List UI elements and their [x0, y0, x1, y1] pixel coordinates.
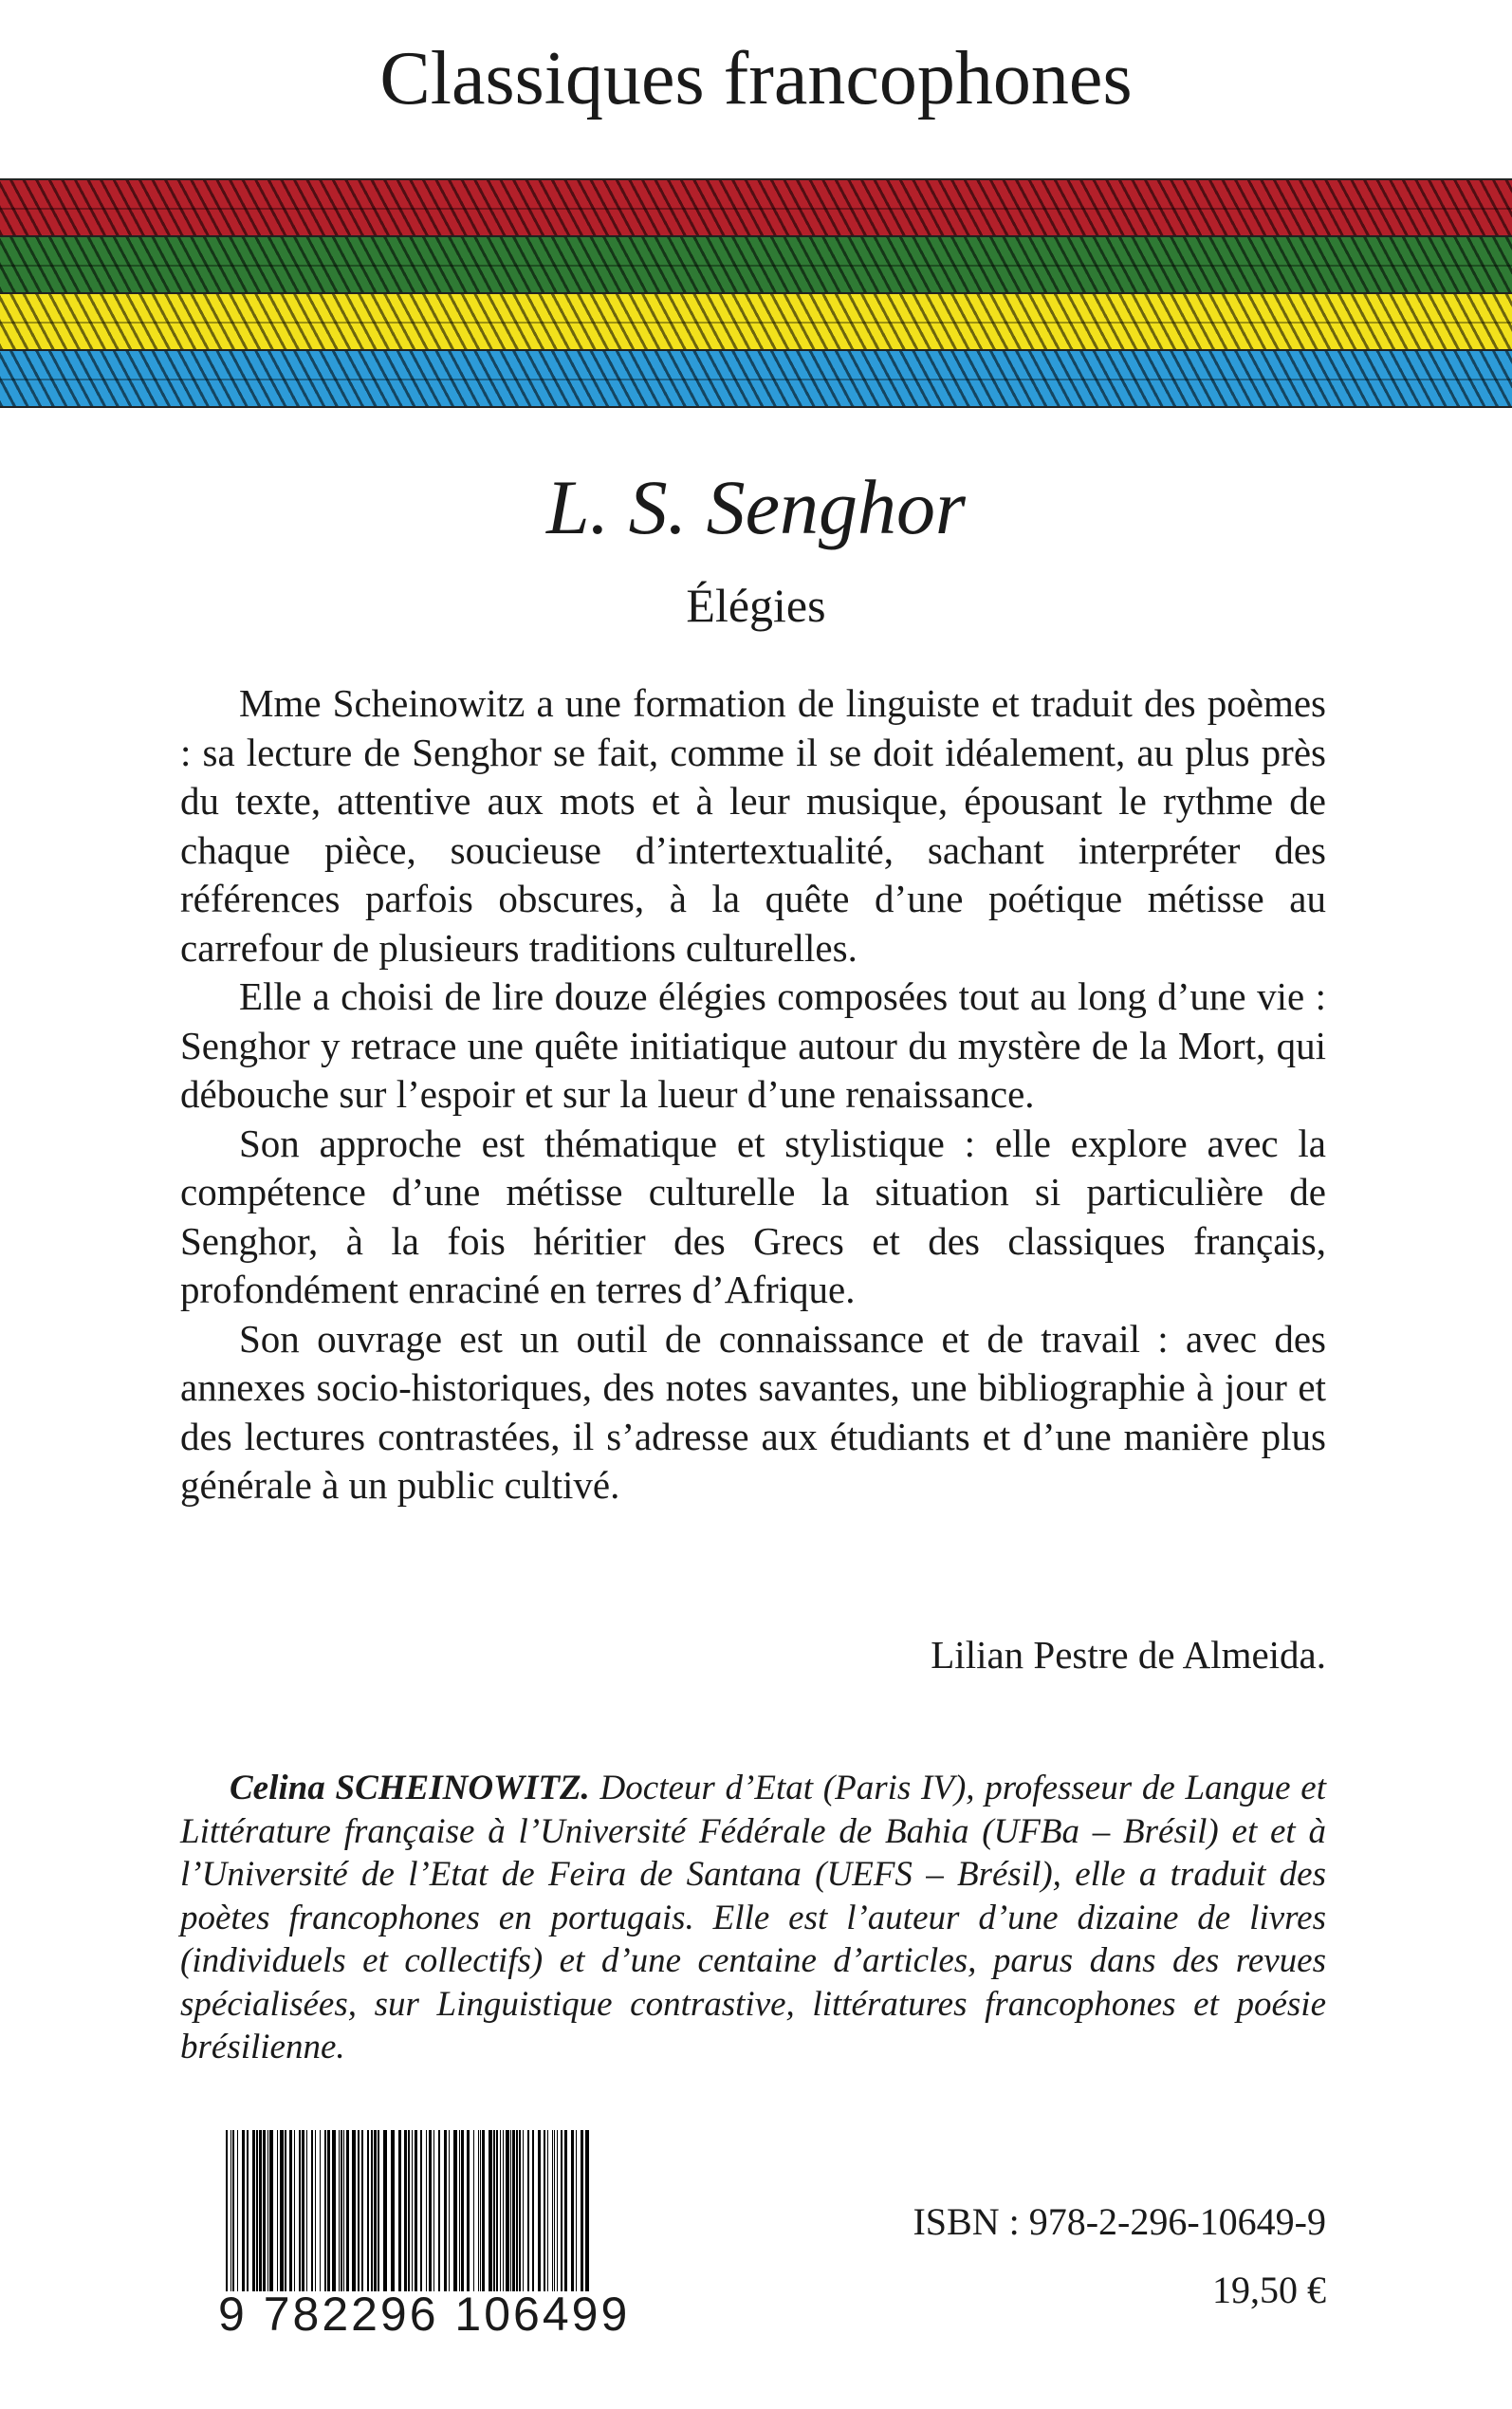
barcode-bar	[420, 2130, 422, 2291]
blurb	[180, 679, 1326, 1510]
barcode-bar	[315, 2130, 316, 2291]
barcode-bar	[256, 2130, 258, 2291]
author-bio-text: Docteur d’Etat (Paris IV), professeur de Langue et Littérature française à l’Université Fédérale de Bahia (UFBa – Brésil) et et à l’Université de l’Etat de Feira de Santana (UEFS – Brésil), elle a traduit des poètes francophones en portugais. Elle est l’auteur d’une dizaine de livres (individuels et collectifs) et d’une centaine d’articles, parus dans des revues spécialisées, sur Linguistique contrastive, littératures francophones et poésie brésilienne.	[180, 1769, 1326, 2066]
barcode-bar	[277, 2130, 278, 2291]
barcode	[218, 2130, 631, 2341]
series-title: Classiques francophones	[379, 37, 1133, 120]
barcode-bar	[503, 2130, 504, 2291]
barcode-bar	[259, 2130, 262, 2291]
barcode-bar	[571, 2130, 574, 2291]
barcode-bar	[306, 2130, 307, 2291]
barcode-bar	[302, 2130, 304, 2291]
barcode-bar	[506, 2130, 509, 2291]
barcode-bar	[404, 2130, 407, 2291]
barcode-bar	[438, 2130, 440, 2291]
barcode-bar	[324, 2130, 326, 2291]
barcode-bar	[480, 2130, 481, 2291]
barcode-bar	[453, 2130, 457, 2291]
stripe-green	[0, 235, 1512, 292]
barcode-bar	[552, 2130, 553, 2291]
barcode-bar	[467, 2130, 470, 2291]
barcode-bar	[449, 2130, 450, 2291]
barcode-bar	[311, 2130, 313, 2291]
barcode-bar	[585, 2130, 589, 2291]
book-title: Élégies	[686, 579, 826, 632]
barcode-bar	[371, 2130, 373, 2291]
barcode-bar	[398, 2130, 401, 2291]
author-bio-paragraph	[180, 1767, 1326, 2069]
price: 19,50 €	[1212, 2269, 1326, 2311]
barcode-bar	[444, 2130, 447, 2291]
barcode-bar	[280, 2130, 284, 2291]
barcode-bar	[391, 2130, 395, 2291]
barcode-bar	[557, 2130, 558, 2291]
barcode-bar	[226, 2130, 228, 2291]
barcode-bar	[478, 2130, 479, 2291]
blurb-paragraph: Son ouvrage est un outil de connaissance et de travail : avec des annexes socio-historiques, des notes savantes, une bibliographie à jour et des lectures contrastées, il s’adresse aux étudiants et d’une manière plus générale à un public cultivé.	[180, 1316, 1326, 1507]
barcode-bar	[289, 2130, 292, 2291]
barcode-bar	[496, 2130, 498, 2291]
stripe-yellow	[0, 292, 1512, 349]
blurb-paragraph: Mme Scheinowitz a une formation de linguiste et traduit des poèmes : sa lecture de Senghor se fait, comme il se doit idéalement, au plus près du texte, attentive aux mots et à leur musique, épousant le rythme de chaque pièce, soucieuse d’intertextualité, sachant interpréter des références parfois obscures, à la quête d’une poétique métisse au carrefour de plusieurs traditions culturelles.	[180, 681, 1326, 970]
barcode-bar	[358, 2130, 360, 2291]
author-bio-name: Celina SCHEINOWITZ.	[230, 1769, 590, 1807]
barcode-bar	[415, 2130, 417, 2291]
barcode-bar	[299, 2130, 301, 2291]
barcode-bar	[332, 2130, 336, 2291]
stripe-blue	[0, 349, 1512, 408]
barcode-bar	[510, 2130, 511, 2291]
barcode-bar	[374, 2130, 377, 2291]
barcode-bar	[547, 2130, 548, 2291]
author-bio	[180, 1767, 1326, 2069]
barcode-bar	[343, 2130, 344, 2291]
barcode-icon	[224, 2130, 592, 2291]
barcode-bar	[294, 2130, 295, 2291]
barcode-digits: 9 782296 106499	[218, 2288, 631, 2341]
barcode-bar	[527, 2130, 529, 2291]
barcode-bar	[473, 2130, 474, 2291]
barcode-bar	[320, 2130, 321, 2291]
barcode-bar	[519, 2130, 521, 2291]
barcode-bar	[339, 2130, 340, 2291]
barcode-bar	[252, 2130, 255, 2291]
barcode-bar	[383, 2130, 387, 2291]
barcode-bar	[367, 2130, 369, 2291]
barcode-bar	[429, 2130, 432, 2291]
barcode-bar	[408, 2130, 410, 2291]
stripe-red	[0, 178, 1512, 235]
isbn: ISBN : 978-2-296-10649-9	[913, 2200, 1326, 2243]
barcode-bar	[459, 2130, 460, 2291]
barcode-bar	[426, 2130, 427, 2291]
barcode-bar	[341, 2130, 342, 2291]
barcode-bar	[516, 2130, 518, 2291]
barcode-bar	[247, 2130, 249, 2291]
barcode-bar	[346, 2130, 349, 2291]
decorative-stripes	[0, 178, 1512, 408]
barcode-bar	[489, 2130, 492, 2291]
barcode-bar	[564, 2130, 567, 2291]
barcode-bar	[285, 2130, 286, 2291]
barcode-bar	[230, 2130, 231, 2291]
barcode-bar	[538, 2130, 541, 2291]
barcode-bar	[461, 2130, 464, 2291]
blurb-paragraph: Son approche est thématique et stylistique : elle explore avec la compétence d’une métisse culturelle la situation si particulière de Senghor, à la fois héritier des Grecs et des classiques français, profondément enraciné en terres d’Afrique.	[180, 1121, 1326, 1311]
barcode-bar	[482, 2130, 485, 2291]
book-author: L. S. Senghor	[546, 464, 966, 550]
barcode-bar	[352, 2130, 356, 2291]
barcode-bar	[493, 2130, 495, 2291]
barcode-bar	[544, 2130, 545, 2291]
barcode-bar	[554, 2130, 555, 2291]
blurb-paragraph: Elle a choisi de lire douze élégies composées tout au long d’une vie : Senghor y retrace une quête initiatique autour du mystère de la Mort, qui débouche sur l’espoir et sur la lueur d’une renaissance.	[180, 974, 1326, 1116]
barcode-bar	[512, 2130, 515, 2291]
barcode-bar	[433, 2130, 434, 2291]
barcode-bar	[561, 2130, 562, 2291]
barcode-bar	[327, 2130, 330, 2291]
barcode-bar	[576, 2130, 577, 2291]
blurb-signature: Lilian Pestre de Almeida.	[931, 1633, 1326, 1677]
barcode-bar	[237, 2130, 238, 2291]
barcode-bar	[269, 2130, 273, 2291]
barcode-bar	[523, 2130, 524, 2291]
barcode-bar	[378, 2130, 379, 2291]
barcode-bar	[242, 2130, 245, 2291]
barcode-bar	[267, 2130, 268, 2291]
barcode-bar	[263, 2130, 266, 2291]
barcode-bar	[532, 2130, 534, 2291]
barcode-bar	[412, 2130, 413, 2291]
barcode-bar	[232, 2130, 234, 2291]
barcode-bar	[581, 2130, 583, 2291]
barcode-bar	[500, 2130, 501, 2291]
barcode-bar	[361, 2130, 363, 2291]
